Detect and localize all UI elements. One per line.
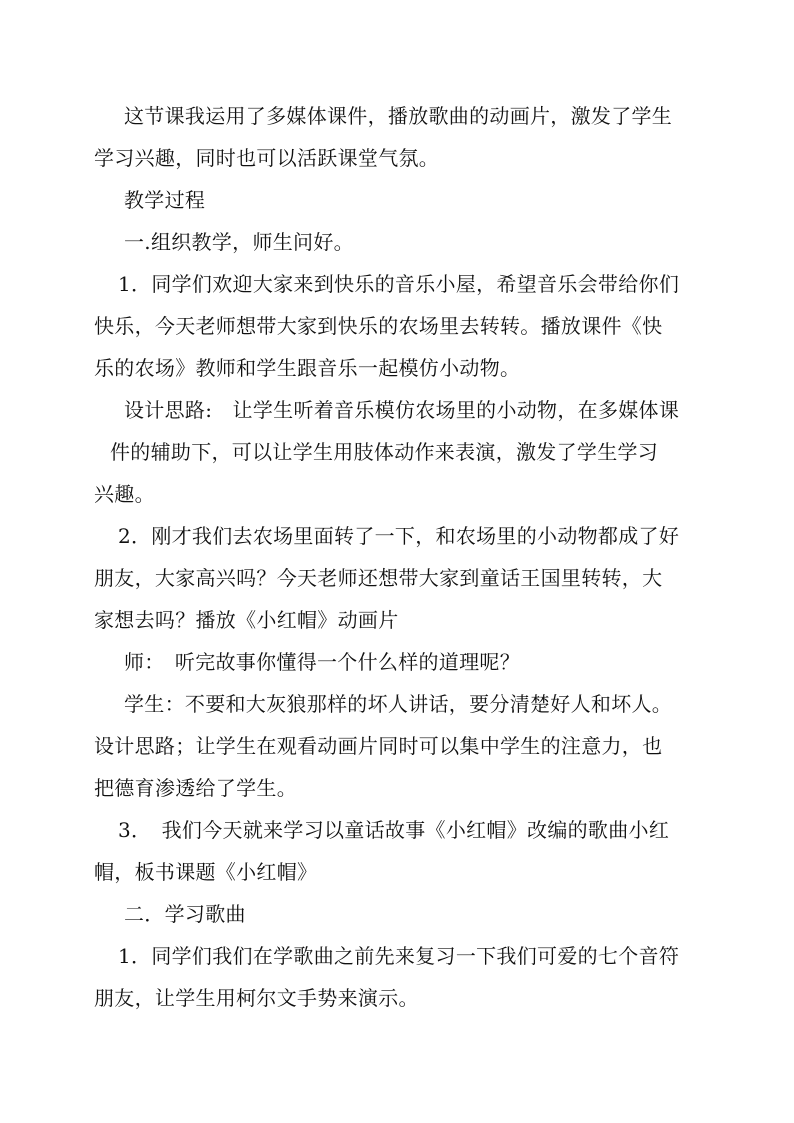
paragraph-line: 把德育渗透给了学生。 xyxy=(94,776,297,800)
paragraph-line: 帽，板书课题《小红帽》 xyxy=(94,860,318,884)
paragraph-line: 2．刚才我们去农场里面转了一下，和农场里的小动物都成了好 xyxy=(118,524,680,548)
paragraph-line: 学生：不要和大灰狼那样的坏人讲话，要分清楚好人和坏人。 xyxy=(124,692,673,716)
paragraph-line: 设计思路: 让学生听着音乐模仿农场里的小动物，在多媒体课 xyxy=(124,398,680,422)
paragraph-line: 3． 我们今天就来学习以童话故事《小红帽》改编的歌曲小红 xyxy=(118,818,670,842)
paragraph-line: 件的辅助下，可以让学生用肢体动作来表演，激发了学生学习 xyxy=(110,440,659,464)
section-heading: 二．学习歌曲 xyxy=(124,902,246,926)
paragraph-line: 朋友，大家高兴吗？今天老师还想带大家到童话王国里转转，大 xyxy=(94,566,663,590)
paragraph-line: 1．同学们欢迎大家来到快乐的音乐小屋，希望音乐会带给你们 xyxy=(118,272,680,296)
paragraph-line: 乐的农场》教师和学生跟音乐一起模仿小动物。 xyxy=(94,356,521,380)
paragraph-line: 1．同学们我们在学歌曲之前先来复习一下我们可爱的七个音符 xyxy=(118,944,680,968)
paragraph-line: 朋友，让学生用柯尔文手势来演示。 xyxy=(94,986,419,1010)
paragraph-line: 兴趣。 xyxy=(94,482,155,506)
paragraph-line: 这节课我运用了多媒体课件，播放歌曲的动画片，激发了学生 xyxy=(124,104,673,128)
section-heading: 教学过程 xyxy=(124,188,206,212)
section-heading: 一.组织教学，师生问好。 xyxy=(124,230,354,254)
paragraph-line: 家想去吗？播放《小红帽》动画片 xyxy=(94,608,399,632)
paragraph-line: 师： 听完故事你懂得一个什么样的道理呢？ xyxy=(124,650,520,674)
paragraph-line: 快乐，今天老师想带大家到快乐的农场里去转转。播放课件《快 xyxy=(94,314,663,338)
paragraph-line: 设计思路；让学生在观看动画片同时可以集中学生的注意力，也 xyxy=(94,734,663,758)
paragraph-line: 学习兴趣，同时也可以活跃课堂气氛。 xyxy=(94,146,440,170)
